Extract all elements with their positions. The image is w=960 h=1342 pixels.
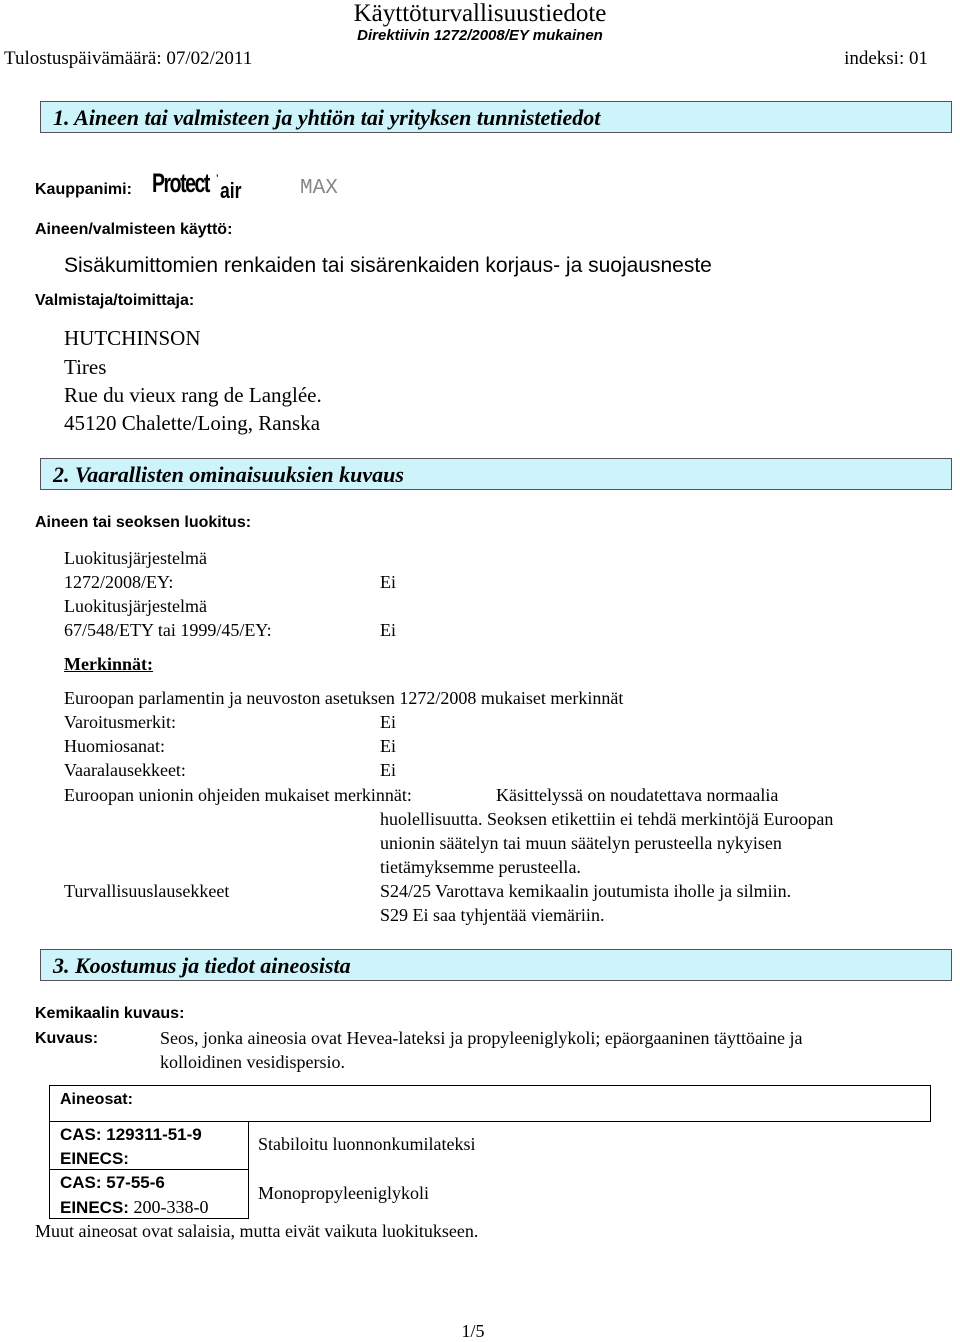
eu-directive-line1: Käsittelyssä on noudatettava normaalia	[496, 785, 779, 805]
supplier-city: 45120 Chalette/Loing, Ranska	[64, 411, 321, 435]
use-label: Aineen/valmisteen käyttö:	[35, 221, 233, 238]
eu-directive-line4: tietämyksemme perusteella.	[380, 857, 581, 877]
ingredient-1-id-cell	[49, 1121, 249, 1170]
system2-line2: 67/548/ETY tai 1999/45/EY:	[64, 620, 272, 640]
ingredients-header-cell	[49, 1085, 931, 1122]
supplier-division: Tires	[64, 355, 107, 379]
logo-text-sub: air	[220, 178, 242, 203]
print-date: Tulostuspäivämäärä: 07/02/2011	[4, 48, 253, 69]
document-title: Käyttöturvallisuustiedote	[353, 0, 607, 27]
eu-directive-label: Euroopan unionin ohjeiden mukaiset merkinnät:	[64, 785, 412, 805]
signal-words-value: Ei	[380, 736, 396, 756]
ingredient-1-cas: CAS: 129311-51-9	[60, 1125, 202, 1144]
section-3-title: 3. Koostumus ja tiedot aineosista	[53, 953, 351, 978]
warning-signs-value: Ei	[380, 712, 396, 732]
signal-words-label: Huomiosanat:	[64, 736, 165, 756]
system1-line2: 1272/2008/EY:	[64, 572, 174, 592]
ingredients-label: Aineosat:	[60, 1091, 133, 1108]
hazard-statements-label: Vaaralausekkeet:	[64, 760, 186, 780]
ingredient-2-einecs-value: 200-338-0	[128, 1197, 209, 1217]
system2-line1: Luokitusjärjestelmä	[64, 596, 207, 616]
eu-directive-line3: unionin säätelyn tai muun säätelyn perusteella nykyisen	[380, 833, 782, 853]
trade-name-label: Kauppanimi:	[35, 181, 132, 198]
safety-line2: S29 Ei saa tyhjentää viemäriin.	[380, 905, 605, 925]
section-1-title: 1. Aineen tai valmisteen ja yhtiön tai yrityksen tunnistetiedot	[53, 105, 601, 130]
supplier-name: HUTCHINSON	[64, 326, 201, 350]
logo-text-main: Protect	[152, 168, 209, 198]
section-2-header	[40, 458, 952, 490]
desc-line1: Seos, jonka aineosia ovat Hevea-lateksi ja propyleeniglykoli; epäorgaaninen täyttöaine ja	[160, 1028, 803, 1048]
chem-desc-label: Kemikaalin kuvaus:	[35, 1005, 185, 1022]
page-number: 1/5	[461, 1321, 485, 1341]
eu-directive-line2: huolellisuutta. Seoksen etikettiin ei tehdä merkintöjä Euroopan	[380, 809, 834, 829]
safety-line1: S24/25 Varottava kemikaalin joutumista iholle ja silmiin.	[380, 881, 792, 901]
ingredient-2-cas: CAS: 57-55-6	[60, 1173, 165, 1192]
system2-value: Ei	[380, 620, 396, 640]
eu-regulation-text: Euroopan parlamentin ja neuvoston asetuksen 1272/2008 mukaiset merkinnät	[64, 688, 624, 708]
logo-suffix: MAX	[300, 177, 338, 200]
section-3-header	[40, 949, 952, 981]
desc-line2: kolloidinen vesidispersio.	[160, 1052, 345, 1072]
section-1-header	[40, 101, 952, 133]
classification-label: Aineen tai seoksen luokitus:	[35, 514, 252, 531]
other-ingredients-note: Muut aineosat ovat salaisia, mutta eivät vaikuta luokitukseen.	[35, 1221, 479, 1241]
document-index: indeksi: 01	[844, 48, 928, 69]
ingredient-2-name: Monopropyleeniglykoli	[258, 1183, 429, 1203]
ingredient-2-einecs	[60, 1197, 208, 1218]
desc-label: Kuvaus:	[35, 1030, 99, 1047]
warning-signs-label: Varoitusmerkit:	[64, 712, 176, 732]
ingredient-1-name: Stabiloitu luonnonkumilateksi	[258, 1134, 476, 1154]
safety-label: Turvallisuuslausekkeet	[64, 881, 230, 901]
hazard-statements-value: Ei	[380, 760, 396, 780]
document-subtitle: Direktiivin 1272/2008/EY mukainen	[357, 27, 603, 44]
supplier-label: Valmistaja/toimittaja:	[35, 292, 195, 309]
product-logo: Protect ’ air	[152, 168, 242, 203]
system1-line1: Luokitusjärjestelmä	[64, 548, 207, 568]
markings-label: Merkinnät:	[64, 654, 153, 674]
ingredient-2-id-cell	[49, 1169, 249, 1219]
use-value: Sisäkumittomien renkaiden tai sisärenkaiden korjaus- ja suojausneste	[64, 254, 712, 277]
ingredient-1-einecs-label: EINECS:	[60, 1149, 129, 1168]
ingredient-2-einecs-label: EINECS:	[60, 1198, 129, 1217]
supplier-street: Rue du vieux rang de Langlée.	[64, 383, 322, 407]
system1-value: Ei	[380, 572, 396, 592]
section-2-title: 2. Vaarallisten ominaisuuksien kuvaus	[53, 462, 404, 487]
